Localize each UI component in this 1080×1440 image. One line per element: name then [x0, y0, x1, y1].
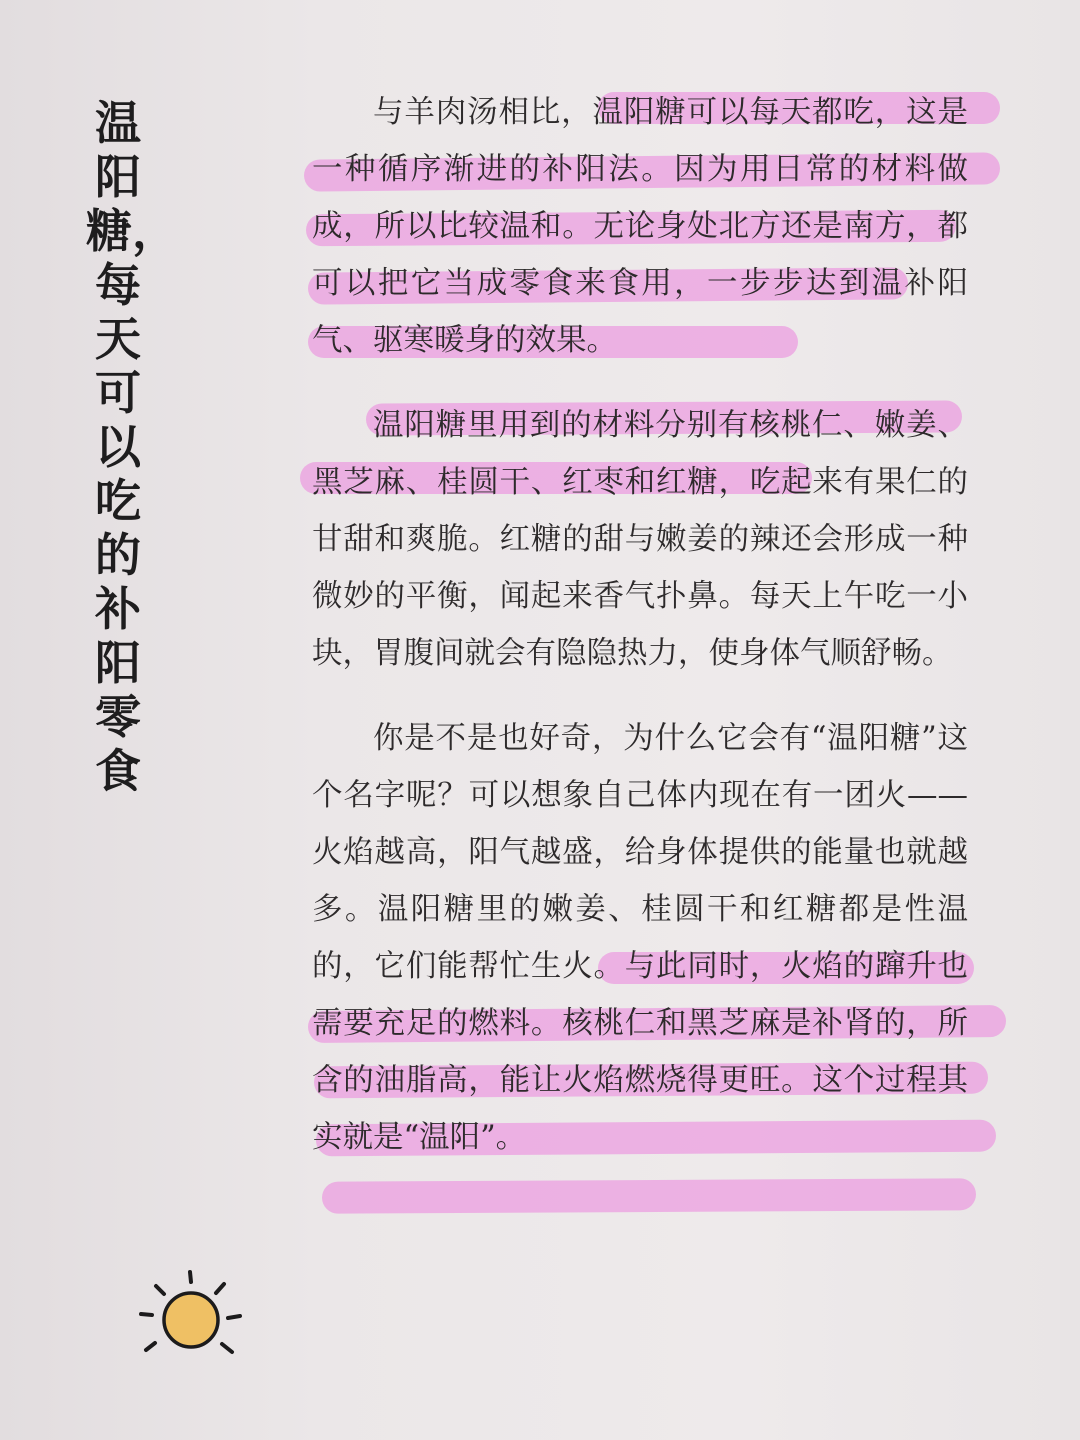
paragraph-3: 你是不是也好奇，为什么它会有“温阳糖”这个名字呢？可以想象自己体内现在有一团火——火焰越高，阳气越盛，给身体提供的能量也就越多。温阳糖里的嫩姜、桂圆干和红糖都是性温的，它们能帮忙生火。与此同时，火焰的蹿升也需要充足的燃料。核桃仁和黑芝麻是补肾的，所含的油脂高，能让火焰燃烧得更旺。这个过程其实就是“温阳”。: [312, 721, 968, 1155]
paragraph-2: 温阳糖里用到的材料分别有核桃仁、嫩姜、黑芝麻、桂圆干、红枣和红糖，吃起来有果仁的甘甜和爽脆。红糖的甜与嫩姜的辣还会形成一种微妙的平衡，闻起来香气扑鼻。每天上午吃一小块，胃腹间就会有隐隐热力，使身体气顺舒畅。: [312, 408, 968, 671]
sun-doodle-icon: [136, 1266, 246, 1376]
paragraph-1: 与羊肉汤相比，温阳糖可以每天都吃，这是一种循序渐进的补阳法。因为用日常的材料做成，所以比较温和。无论身处北方还是南方，都可以把它当成零食来食用，一步步达到温补阳气、驱寒暖身的效果。: [312, 95, 968, 358]
article-body: [312, 84, 968, 1194]
page-title: 温阳糖，每天可以吃的补阳零食: [86, 96, 178, 798]
